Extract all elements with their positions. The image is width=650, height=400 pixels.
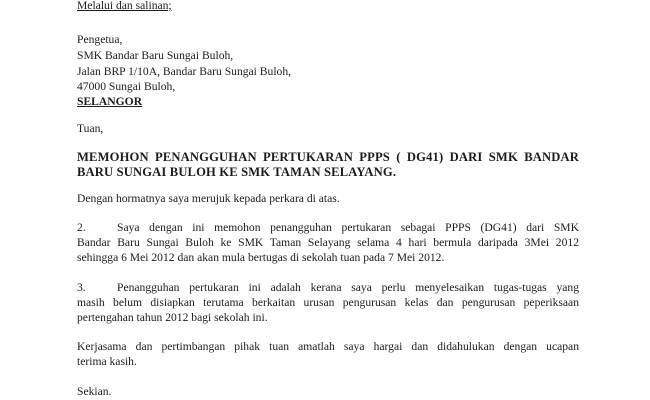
signoff: Sekian. [77,385,112,398]
opening-sentence: Dengan hormatnya saya merujuk kepada perkara di atas. [77,192,340,205]
paragraph-2-line-2: Bandar Baru Sungai Buloh ke SMK Taman Selayang selama 4 hari bermula daripada 3Mei 2012 [77,236,579,249]
paragraph-3-number: 3. [77,281,86,294]
salutation: Tuan, [77,122,104,135]
paragraph-2-line-1: Saya dengan ini memohon penangguhan pertukaran sebagai PPPS (DG41) dari SMK [117,221,579,234]
closing-line-1: Kerjasama dan pertimbangan pihak tuan amatlah saya hargai dan didahulukan dengan ucapan [77,340,579,353]
recipient-state: SELANGOR [77,95,143,108]
recipient-postcode-city: 47000 Sungai Buloh, [77,80,176,93]
recipient-title: Pengetua, [77,33,123,46]
paragraph-2-number: 2. [77,221,86,234]
paragraph-3-line-2: masih belum disiapkan terutama berkaitan urusan pengurusan kelas dan pengurusan peperiksaan [77,296,579,309]
via-line: Melalui dan salinan; [77,0,172,12]
closing-line-2: terima kasih. [77,355,137,368]
paragraph-3-line-3: pertengahan tahun 2012 bagi sekolah ini. [77,311,268,324]
paragraph-3-line-1: Penangguhan pertukaran ini adalah kerana saya perlu menyelesaikan tugas-tugas yang [117,281,579,294]
subject-line-2: BARU SUNGAI BULOH KE SMK TAMAN SELAYANG. [77,165,397,179]
paragraph-2-line-3: sehingga 6 Mei 2012 dan akan mula bertugas di sekolah tuan pada 7 Mei 2012. [77,251,445,264]
subject-line-1: MEMOHON PENANGGUHAN PERTUKARAN PPPS ( DG41) DARI SMK BANDAR [77,150,579,164]
recipient-street: Jalan BRP 1/10A, Bandar Baru Sungai Buloh, [77,65,292,78]
recipient-school: SMK Bandar Baru Sungai Buloh, [77,49,234,62]
